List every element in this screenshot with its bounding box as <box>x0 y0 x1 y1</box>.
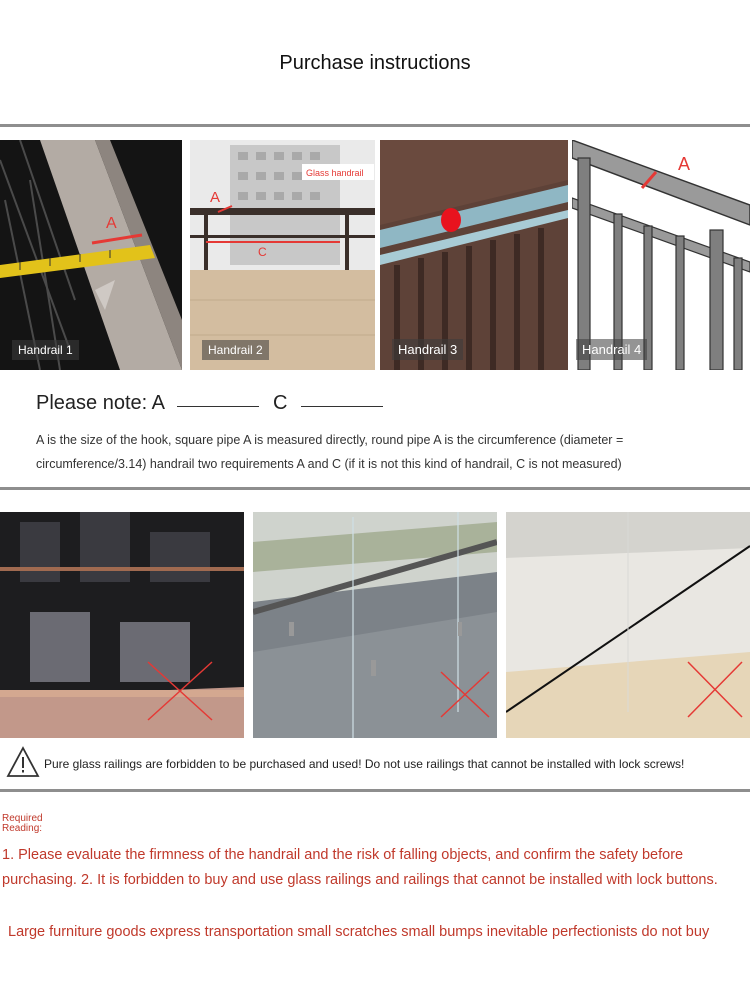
blank-c <box>301 406 383 407</box>
handrail-2-photo <box>190 140 375 370</box>
glass-railing-photo-1 <box>0 512 244 738</box>
note-description: A is the size of the hook, square pipe A is measured directly, round pipe A is the circumference (diameter = circumference/3.14) handrail two requirements A and C (if it is not this kind of handrail, C is not measured) <box>36 433 624 471</box>
required-reading-label: Required Reading: <box>2 813 43 834</box>
handrail-1-photo <box>0 140 182 370</box>
handrail-2-caption: Handrail 2 <box>202 340 269 360</box>
glass-railing-photo-3 <box>506 512 750 738</box>
mark-c: C <box>258 245 267 259</box>
warning-text: Pure glass railings are forbidden to be purchased and used! Do not use railings that cannot be installed with lock screws! <box>44 757 685 771</box>
glass-handrail-label: Glass handrail <box>306 168 364 178</box>
blank-a <box>177 406 259 407</box>
glass-railing-photo-2 <box>253 512 497 738</box>
divider <box>0 124 750 127</box>
shipping-note: Large furniture goods express transportation small scratches small bumps inevitable perfectionists do not buy <box>8 924 710 940</box>
handrail-3-photo <box>380 140 568 370</box>
note-c-label: C <box>273 392 288 414</box>
divider <box>0 789 750 792</box>
mark-a: A <box>106 215 117 232</box>
handrail-3-caption: Handrail 3 <box>392 339 463 360</box>
mark-a: A <box>210 189 221 206</box>
required-reading-text: 1. Please evaluate the firmness of the handrail and the risk of falling objects, and confirm the safety before purchasing. 2. It is forbidden to buy and use glass railings and railings that cannot be installed with lock buttons. <box>2 847 718 888</box>
please-note <box>36 392 391 415</box>
page-title: Purchase instructions <box>279 52 471 74</box>
mark-a: A <box>678 154 691 174</box>
handrail-4-photo <box>572 140 750 370</box>
handrail-1-caption: Handrail 1 <box>12 340 79 360</box>
handrail-4-caption: Handrail 4 <box>576 339 647 360</box>
note-prefix: Please note: A <box>36 392 164 414</box>
warning-icon <box>6 746 40 778</box>
divider <box>0 487 750 490</box>
